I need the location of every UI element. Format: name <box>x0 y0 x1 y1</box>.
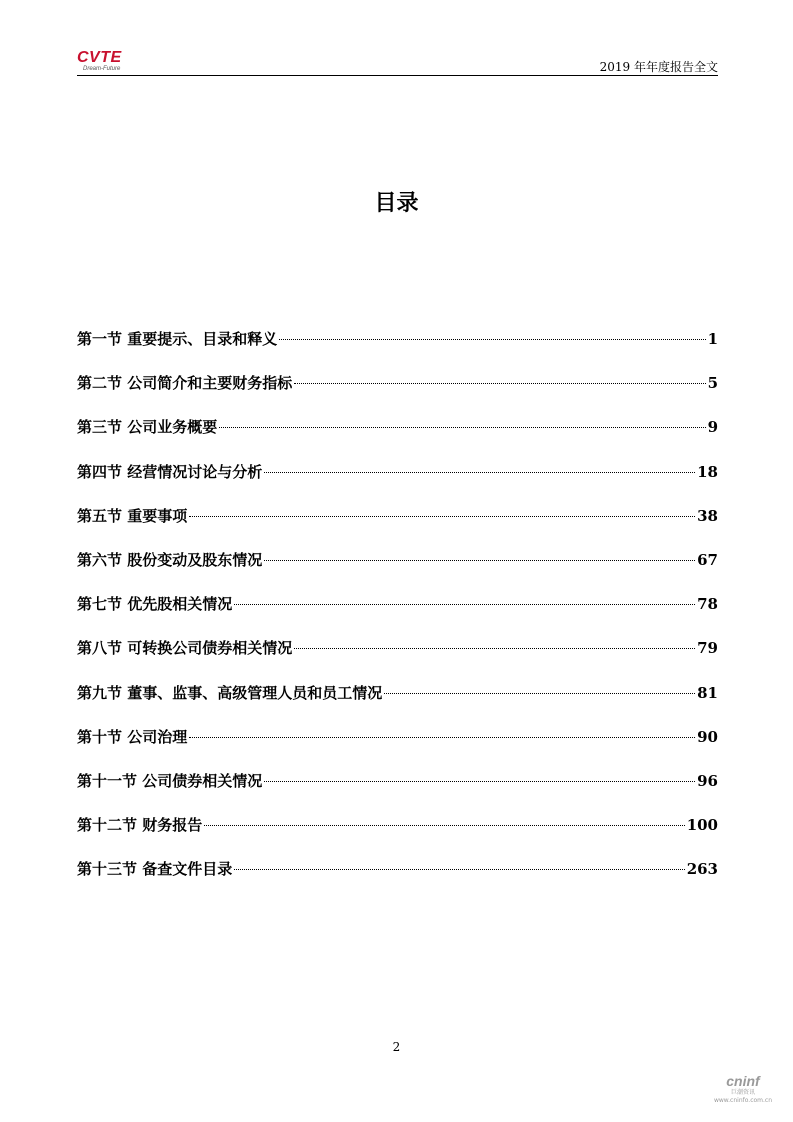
toc-entry-page: 79 <box>697 639 718 658</box>
toc-entry-13[interactable] <box>77 855 718 899</box>
table-of-contents <box>77 325 718 899</box>
logo-text: CVTE <box>77 49 122 66</box>
toc-entry-label: 第十三节 备查文件目录 <box>77 860 233 879</box>
cninfo-watermark <box>713 1073 773 1113</box>
toc-entry-label: 第三节 公司业务概要 <box>77 418 218 437</box>
toc-dot-leader <box>189 737 695 738</box>
toc-dot-leader <box>264 560 695 561</box>
toc-entry-7[interactable] <box>77 590 718 634</box>
logo-tagline: Dream-Future <box>83 66 121 72</box>
toc-entry-9[interactable] <box>77 679 718 723</box>
toc-entry-label: 第八节 可转换公司债券相关情况 <box>77 639 293 658</box>
toc-entry-label: 第二节 公司简介和主要财务指标 <box>77 374 293 393</box>
toc-entry-label: 第四节 经营情况讨论与分析 <box>77 462 263 481</box>
toc-heading: 目录 <box>374 190 419 216</box>
toc-entry-page: 67 <box>697 550 718 569</box>
toc-entry-label: 第十一节 公司债券相关情况 <box>77 771 263 790</box>
toc-entry-11[interactable] <box>77 767 718 811</box>
toc-entry-label: 第十二节 财务报告 <box>77 816 203 835</box>
toc-entry-label: 第一节 重要提示、目录和释义 <box>77 330 278 348</box>
toc-dot-leader <box>234 604 695 605</box>
toc-entry-label: 第五节 重要事项 <box>77 506 188 525</box>
toc-dot-leader <box>264 472 695 473</box>
toc-entry-label: 第六节 股份变动及股东情况 <box>77 550 263 569</box>
toc-dot-leader <box>219 427 705 428</box>
toc-entry-1[interactable] <box>77 325 718 369</box>
toc-entry-page: 263 <box>686 860 718 879</box>
toc-entry-6[interactable] <box>77 546 718 590</box>
toc-entry-page: 18 <box>697 462 718 481</box>
toc-entry-page: 1 <box>707 330 718 348</box>
toc-entry-page: 81 <box>697 683 718 702</box>
toc-entry-8[interactable] <box>77 634 718 678</box>
toc-entry-page: 100 <box>686 816 718 835</box>
toc-entry-page: 9 <box>707 418 718 437</box>
toc-dot-leader <box>264 781 695 782</box>
toc-dot-leader <box>204 825 684 826</box>
toc-entry-label: 第九节 董事、监事、高级管理人员和员工情况 <box>77 683 383 702</box>
toc-dot-leader <box>189 516 695 517</box>
watermark-subtext: 巨潮资讯 www.cninfo.com.cn <box>713 1089 773 1104</box>
document-header-title: 2019 年年度报告全文 <box>599 60 718 74</box>
toc-dot-leader <box>279 339 705 340</box>
toc-dot-leader <box>384 693 695 694</box>
toc-entry-page: 96 <box>697 771 718 790</box>
toc-entry-5[interactable] <box>77 502 718 546</box>
toc-entry-page: 90 <box>697 727 718 746</box>
toc-entry-label: 第十节 公司治理 <box>77 727 188 746</box>
toc-entry-label: 第七节 优先股相关情况 <box>77 595 233 614</box>
toc-dot-leader <box>294 648 695 649</box>
toc-entry-page: 78 <box>697 595 718 614</box>
toc-entry-4[interactable] <box>77 458 718 502</box>
toc-dot-leader <box>294 383 705 384</box>
header-divider <box>77 75 718 76</box>
company-logo <box>77 50 137 74</box>
toc-entry-10[interactable] <box>77 723 718 767</box>
toc-entry-3[interactable] <box>77 413 718 457</box>
toc-entry-page: 5 <box>707 374 718 393</box>
toc-dot-leader <box>234 869 684 870</box>
toc-entry-12[interactable] <box>77 811 718 855</box>
toc-entry-page: 38 <box>697 506 718 525</box>
watermark-logo-text: cninf <box>726 1073 760 1089</box>
page-number: 2 <box>392 1040 401 1054</box>
toc-entry-2[interactable] <box>77 369 718 413</box>
